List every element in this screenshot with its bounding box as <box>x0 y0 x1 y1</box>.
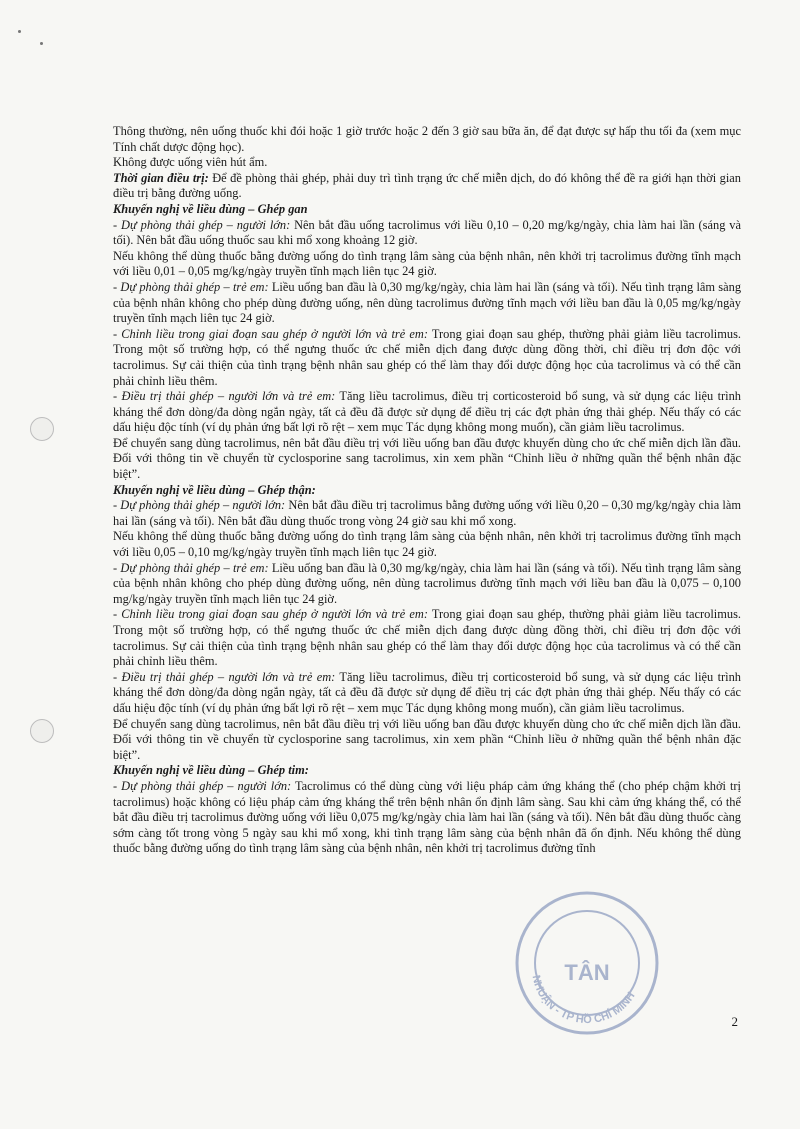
paragraph-text: Nên bắt đầu điều trị tacrolimus bằng đường uống với liều 0,20 – 0,30 mg/kg/ngày chia làm hai lần (sáng và tối). Nên bắt đầu dùng thuốc trong vòng 24 giờ sau khi mổ xong. <box>113 498 741 528</box>
paragraph-lead: Thời gian điều trị: <box>113 170 209 185</box>
paragraph-text: Trong giai đoạn sau ghép, thường phải giảm liều tacrolimus. Trong một số trường hợp, có thể ngưng thuốc ức chế miễn dịch đang được dùng đồng thời, chỉ điều trị đơn độc với tacrolimus. Sự cải thiện của tình trạng bệnh nhân sau ghép có thể làm thay đổi dược động học của tacrolimus và có thể cần phải chỉnh liều thêm. <box>113 607 741 669</box>
scan-speck <box>18 30 21 33</box>
paragraph <box>113 171 741 202</box>
scan-speck <box>40 42 43 45</box>
paragraph <box>113 155 741 171</box>
paragraph-text: Liều uống ban đầu là 0,30 mg/kg/ngày, chia làm hai lần (sáng và tối). Nếu tình trạng lâm sàng của bệnh nhân không cho phép dùng đường uống, nên dùng tacrolimus đường tĩnh mạch với liều ban đầu là 0,05 mg/kg/ngày truyền tĩnh mạch liên tục 24 giờ. <box>113 279 742 326</box>
paragraph-text: Trong giai đoạn sau ghép, thường phải giảm liều tacrolimus. Trong một số trường hợp, có thể ngưng thuốc ức chế miễn dịch đang được dùng đồng thời, chỉ điều trị đơn độc với tacrolimus. Sự cải thiện của tình trạng bệnh nhân sau ghép có thể làm thay đổi dược động học của tacrolimus và có thể cần phải chỉnh liều thêm. <box>113 326 741 388</box>
paragraph-lead: - Dự phòng thải ghép – trẻ em: <box>113 560 269 575</box>
paragraph <box>113 124 741 155</box>
paragraph-text: Tăng liều tacrolimus, điều trị corticosteroid bổ sung, và sử dụng các liệu trình kháng thể đơn dòng/đa dòng ngắn ngày, tất cả đều đã được sử dụng để điều trị các đợt phản ứng thải ghép. Nếu thấy có các dấu hiệu độc tính (ví dụ phản ứng bất lợi rõ rệt – xem mục Tác dụng không mong muốn), cần giảm liều tacrolimus. <box>113 669 741 715</box>
section-heading: Khuyến nghị về liều dùng – Ghép thận: <box>113 482 316 497</box>
paragraph <box>113 389 741 436</box>
paragraph-text: Liều uống ban đầu là 0,30 mg/kg/ngày, chia làm hai lần (sáng và tối). Nếu tình trạng lâm sàng của bệnh nhân không cho phép dùng đường uống, nên dùng tacrolimus đường tĩnh mạch với liều ban đầu là 0,075 – 0,100 mg/kg/ngày truyền tĩnh mạch liên tục 24 giờ. <box>113 560 742 606</box>
punch-hole <box>30 719 54 743</box>
paragraph <box>113 529 741 560</box>
paragraph-text: Nên bắt đầu uống tacrolimus với liều 0,10 – 0,20 mg/kg/ngày, chia làm hai lần (sáng và tối). Nên bắt đầu uống thuốc sau khi mổ xong khoảng 12 giờ. <box>113 217 741 248</box>
paragraph-lead: - Chỉnh liều trong giai đoạn sau ghép ở người lớn và trẻ em: <box>113 326 428 341</box>
paragraph-text: Nếu không thể dùng thuốc bằng đường uống do tình trạng lâm sàng của bệnh nhân, nên khởi trị tacrolimus đường tĩnh mạch với liều 0,01 – 0,05 mg/kg/ngày truyền tĩnh mạch liên tục 24 giờ. <box>113 248 741 279</box>
paragraph-text: Tacrolimus có thể dùng cùng với liệu pháp cảm ứng kháng thể (cho phép chậm khởi trị tacrolimus) hoặc không có liệu pháp cảm ứng kháng thể trên bệnh nhân ổn định lâm sàng. Sau khi cảm ứng kháng thể, có thể bắt đầu điều trị tacrolimus đường uống với liều 0,075 mg/kg/ngày chia làm hai lần (sáng và tối). Nên bắt đầu dùng thuốc càng sớm càng tốt trong vòng 5 ngày sau khi mổ xong, khi tình trạng lâm sàng của bệnh nhân đã ổn định. Nếu không thể dùng thuốc bằng đường uống do tình trạng lâm sàng của bệnh nhân, nên khởi trị tacrolimus đường tĩnh <box>113 778 741 856</box>
stamp-ring-text: NHUẬN - TP HỒ CHÍ MINH <box>529 974 638 1027</box>
paragraph <box>113 218 741 249</box>
paragraph <box>113 436 741 483</box>
punch-hole <box>30 417 54 441</box>
paragraph <box>113 249 741 280</box>
paragraph-text: Để đề phòng thải ghép, phải duy trì tình trạng ức chế miễn dịch, do đó không thể đề ra giới hạn thời gian điều trị bằng đường uống. <box>113 170 741 201</box>
paragraph <box>113 717 741 764</box>
document-body <box>113 124 741 857</box>
paragraph <box>113 779 741 857</box>
company-stamp <box>512 888 662 1038</box>
paragraph <box>113 327 741 389</box>
paragraph-lead: - Dự phòng thải ghép – người lớn: <box>113 498 286 513</box>
section-heading: Khuyến nghị về liều dùng – Ghép tim: <box>113 763 309 778</box>
paragraph-lead: - Dự phòng thải ghép – trẻ em: <box>113 279 269 294</box>
paragraph-lead: - Điều trị thải ghép – người lớn và trẻ em: <box>113 669 336 684</box>
paragraph-lead: - Dự phòng thải ghép – người lớn: <box>113 778 292 793</box>
paragraph-text: Nếu không thể dùng thuốc bằng đường uống do tình trạng lâm sàng của bệnh nhân, nên khởi trị tacrolimus đường tĩnh mạch với liều 0,05 – 0,10 mg/kg/ngày truyền tĩnh mạch liên tục 24 giờ. <box>113 529 741 560</box>
paragraph <box>113 561 741 608</box>
paragraph-text: Thông thường, nên uống thuốc khi đói hoặc 1 giờ trước hoặc 2 đến 3 giờ sau bữa ăn, để đạt được sự hấp thu tối đa (xem mục Tính chất dược động học). <box>113 124 741 154</box>
section-heading: Khuyến nghị về liều dùng – Ghép gan <box>113 201 308 216</box>
paragraph <box>113 280 741 327</box>
paragraph-text: Để chuyển sang dùng tacrolimus, nên bắt đầu điều trị với liều uống ban đầu được khuyến dùng cho ức chế miễn dịch lần đầu. Đối với thông tin về chuyển từ cyclosporine sang tacrolimus, xin xem phần “Chỉnh liều ở những quần thể bệnh nhân đặc biệt”. <box>113 716 741 762</box>
paragraph <box>113 498 741 529</box>
paragraph-text: Tăng liều tacrolimus, điều trị corticosteroid bổ sung, và sử dụng các liệu trình kháng thể đơn dòng/đa dòng ngắn ngày, tất cả đều đã được sử dụng để điều trị các đợt phản ứng thải ghép. Nếu thấy có các dấu hiệu độc tính (ví dụ phản ứng bất lợi rõ rệt – xem mục Tác dụng không mong muốn), cần giảm liều tacrolimus. <box>113 389 741 435</box>
paragraph-lead: - Điều trị thải ghép – người lớn và trẻ em: <box>113 389 336 404</box>
stamp-center-text: TÂN <box>564 960 610 985</box>
paragraph-text: Để chuyển sang dùng tacrolimus, nên bắt đầu điều trị với liều uống ban đầu được khuyến dùng cho ức chế miễn dịch lần đầu. Đối với thông tin về chuyển từ cyclosporine sang tacrolimus, xin xem phần “Chỉnh liều ở những quần thể bệnh nhân đặc biệt”. <box>113 435 741 482</box>
paragraph-lead: - Chỉnh liều trong giai đoạn sau ghép ở người lớn và trẻ em: <box>113 607 428 622</box>
paragraph <box>113 670 741 717</box>
paragraph-lead: - Dự phòng thải ghép – người lớn: <box>113 217 291 232</box>
paragraph <box>113 607 741 669</box>
page-number: 2 <box>731 1014 738 1029</box>
paragraph-text: Không được uống viên hút ẩm. <box>113 155 268 170</box>
